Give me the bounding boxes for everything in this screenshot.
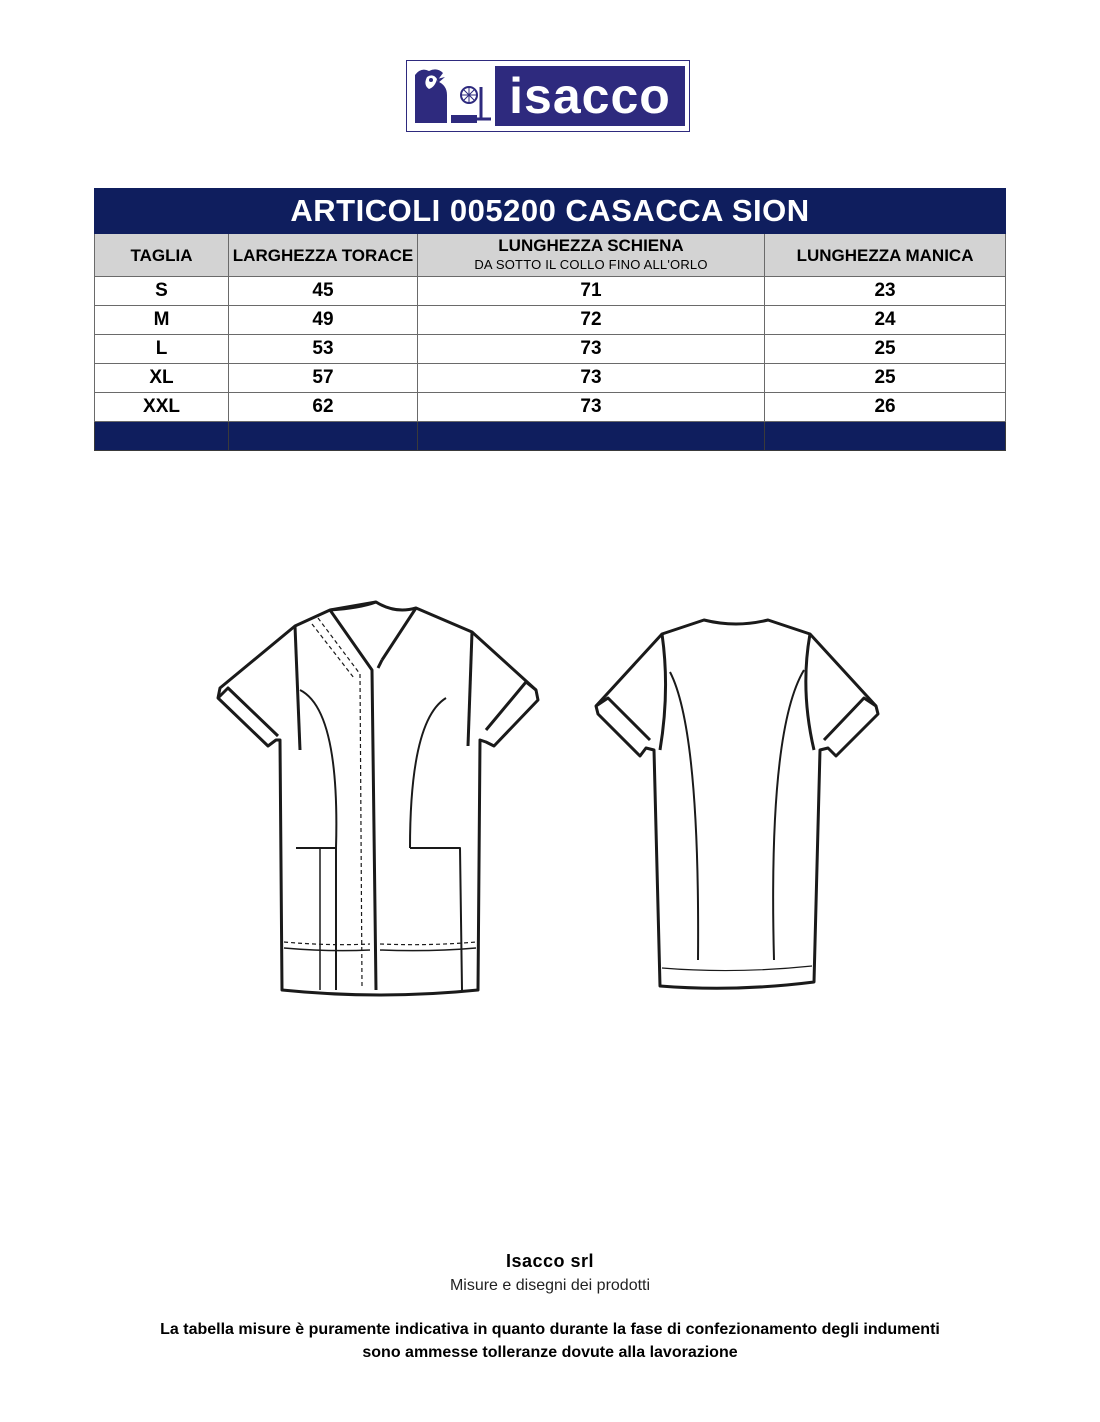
cell-size: XL <box>95 364 229 393</box>
cell-sleeve: 25 <box>765 335 1006 364</box>
cell-chest: 62 <box>229 393 418 422</box>
cell-sleeve: 26 <box>765 393 1006 422</box>
cell-chest: 53 <box>229 335 418 364</box>
header-back-length-note: DA SOTTO IL COLLO FINO ALL'ORLO <box>474 257 708 272</box>
disclaimer-line-1: La tabella misure è puramente indicativa in quanto durante la fase di confezionamento degli indumenti <box>160 1321 940 1338</box>
table-title: ARTICOLI 005200 CASACCA SION <box>95 189 1006 234</box>
table-header-row <box>95 234 1006 277</box>
header-back-length: LUNGHEZZA SCHIENA DA SOTTO IL COLLO FINO ALL'ORLO <box>418 234 765 277</box>
cell-sleeve: 25 <box>765 364 1006 393</box>
cell-back: 72 <box>418 306 765 335</box>
table-row <box>95 306 1006 335</box>
cell-chest: 49 <box>229 306 418 335</box>
cell-back: 73 <box>418 364 765 393</box>
cell-back: 71 <box>418 277 765 306</box>
brand-logo <box>406 60 690 132</box>
table-row <box>95 335 1006 364</box>
cell-back: 73 <box>418 335 765 364</box>
header-sleeve-length: LUNGHEZZA MANICA <box>765 234 1006 277</box>
table-row <box>95 364 1006 393</box>
table-footer-band <box>95 422 1006 451</box>
cell-size: XXL <box>95 393 229 422</box>
cell-back: 73 <box>418 393 765 422</box>
cell-size: S <box>95 277 229 306</box>
disclaimer-line-2: sono ammesse tolleranze dovute alla lavorazione <box>362 1344 738 1361</box>
cell-sleeve: 23 <box>765 277 1006 306</box>
tunic-back-drawing <box>596 620 878 988</box>
cell-chest: 45 <box>229 277 418 306</box>
header-size: TAGLIA <box>95 234 229 277</box>
header-chest-width: LARGHEZZA TORACE <box>229 234 418 277</box>
size-chart-table <box>94 188 1006 451</box>
cell-sleeve: 24 <box>765 306 1006 335</box>
company-name: Isacco srl <box>505 1251 595 1271</box>
company-tagline: Misure e disegni dei prodotti <box>449 1277 651 1294</box>
cell-size: M <box>95 306 229 335</box>
table-title-row <box>95 189 1006 234</box>
penguin-mascot-icon <box>407 61 495 131</box>
table-row <box>95 393 1006 422</box>
size-disclaimer <box>0 1318 1100 1364</box>
logo-wordmark: isacco <box>495 66 685 126</box>
table-row <box>95 277 1006 306</box>
garment-drawings <box>200 590 900 1010</box>
tunic-front-drawing <box>218 602 538 995</box>
cell-size: L <box>95 335 229 364</box>
cell-chest: 57 <box>229 364 418 393</box>
